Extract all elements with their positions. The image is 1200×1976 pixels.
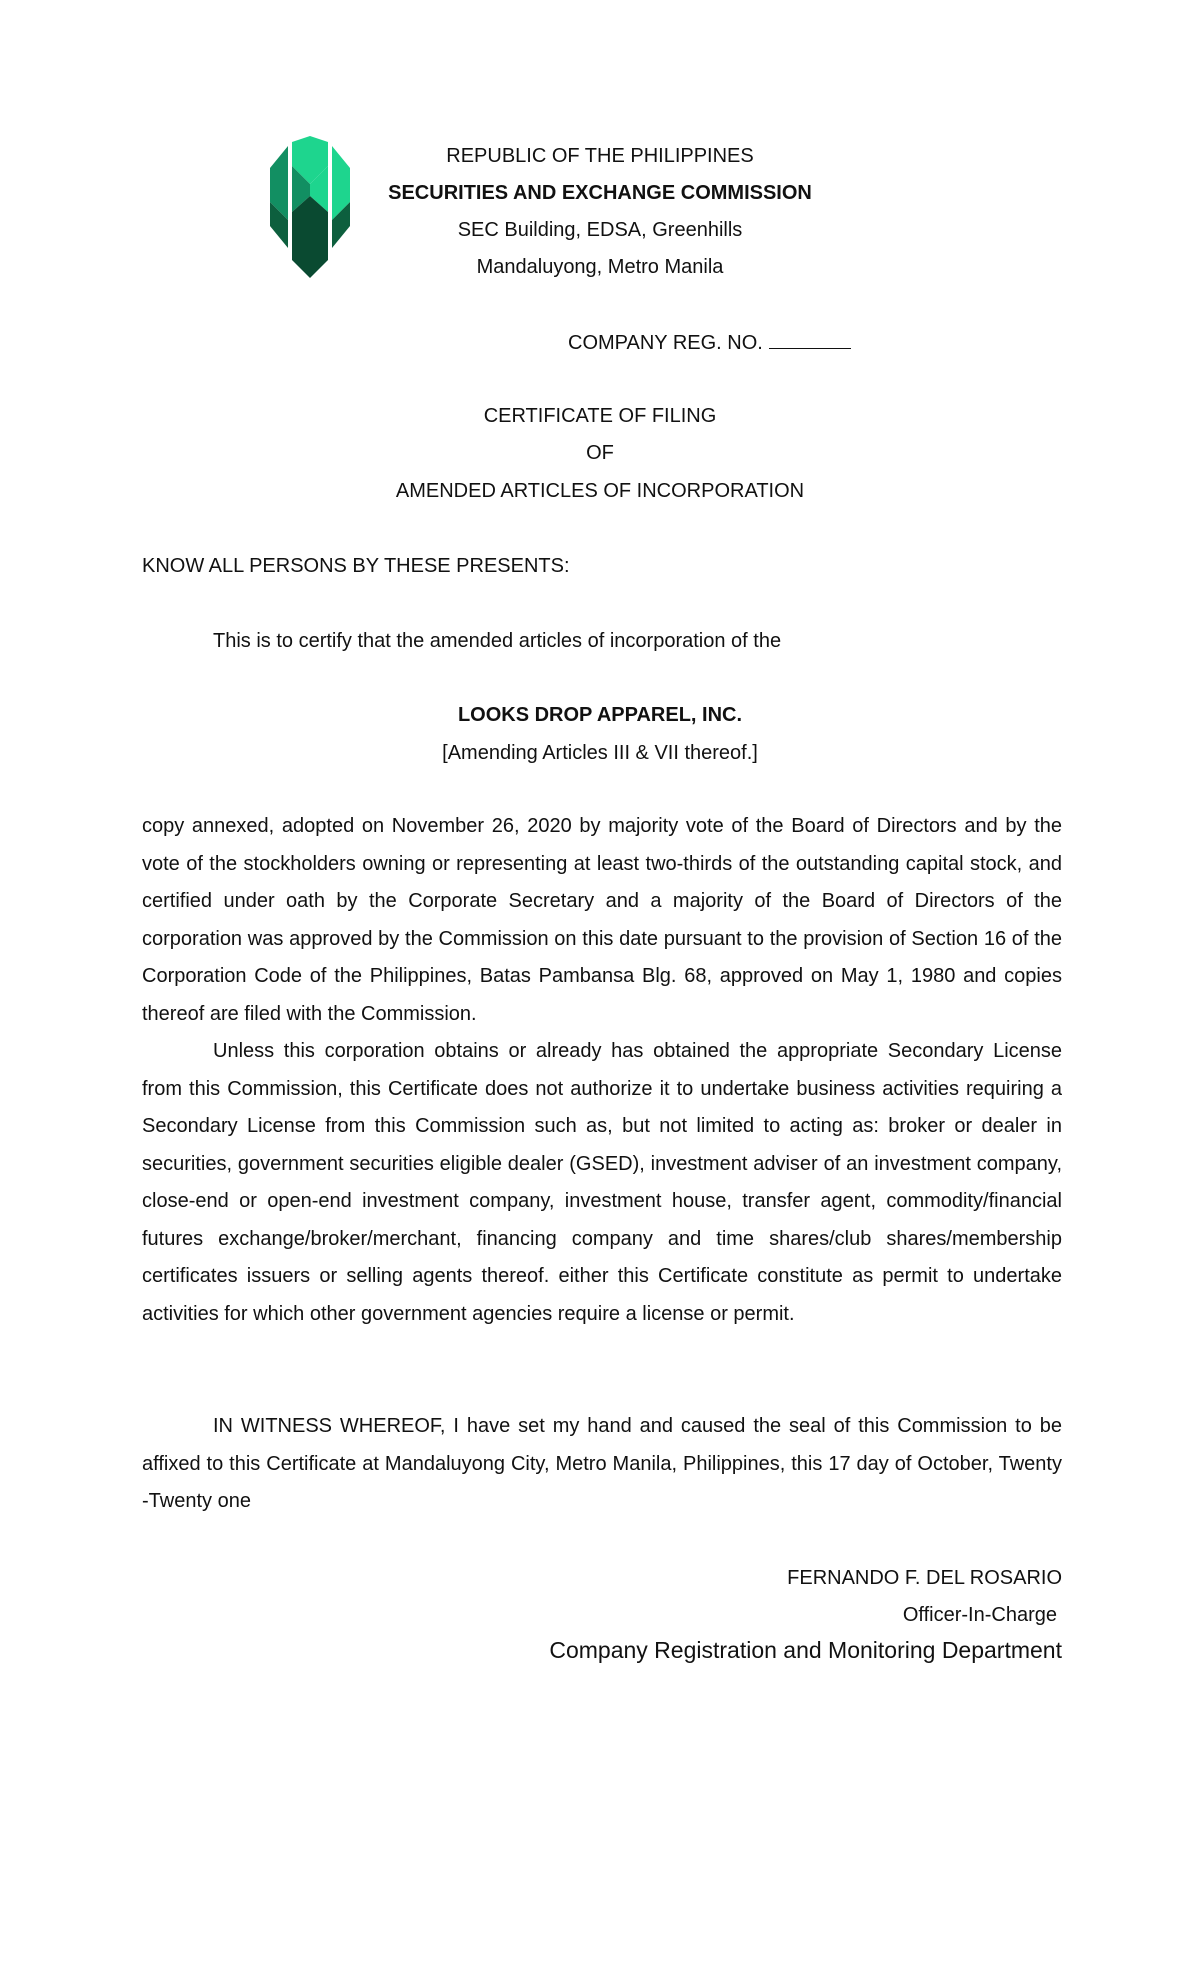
certificate-title-line-3: AMENDED ARTICLES OF INCORPORATION [395,480,805,502]
signatory-name: FERNANDO F. DEL ROSARIO [787,1567,1062,1589]
address-line-1: SEC Building, EDSA, Greenhills [457,219,743,241]
agency-heading: SECURITIES AND EXCHANGE COMMISSION [388,182,812,204]
body-paragraph-2: Unless this corporation obtains or already has obtained the appropriate Secondary License from this Commission, this Certificate does not authorize it to undertake business activities requiring a Secondary License from this Commission such as, but not limited to acting as: broker or dealer in securities, government securities eligible dealer (GSED), investment adviser of an investment company, close-end or open-end investment company, investment house, transfer agent, commodity/financial futures exchange/broker/merchant, financing company and time shares/club shares/membership certificates issuers or selling agents thereof. either this Certificate constitute as permit to undertake activities for which other government agencies require a license or permit. [142,1040,1062,1325]
signatory-department: Company Registration and Monitoring Department [549,1637,1062,1663]
body-paragraph-1: copy annexed, adopted on November 26, 2020 by majority vote of the Board of Directors and by the vote of the stockholders owning or representing at least two-thirds of the outstanding capital stock, and certified under oath by the Corporate Secretary and a majority of the Board of Directors of the corporation was approved by the Commission on this date pursuant to the provision of Section 16 of the Corporation Code of the Philippines, Batas Pambansa Blg. 68, approved on May 1, 1980 and copies thereof are filed with the Commission. [142,815,1062,1025]
witness-paragraph: IN WITNESS WHEREOF, I have set my hand and caused the seal of this Commission to be affixed to this Certificate at Mandaluyong City, Metro Manila, Philippines, this 17 day of October, Twenty -Twenty one [142,1415,1062,1512]
certificate-title-line-2: OF [586,442,614,464]
salutation: KNOW ALL PERSONS BY THESE PRESENTS: [142,555,570,577]
republic-heading: REPUBLIC OF THE PHILIPPINES [446,145,754,167]
company-name: LOOKS DROP APPAREL, INC. [457,704,743,726]
company-reg-label: COMPANY REG. NO. [568,332,763,354]
certificate-title-line-1: CERTIFICATE OF FILING [483,405,717,427]
signatory-position: Officer-In-Charge [902,1604,1057,1626]
address-line-2: Mandaluyong, Metro Manila [476,256,724,278]
intro-line: This is to certify that the amended articles of incorporation of the [213,630,782,652]
company-reg-no [568,330,851,355]
company-reg-blank [769,330,851,349]
amendment-note: [Amending Articles III & VII thereof.] [442,742,758,764]
